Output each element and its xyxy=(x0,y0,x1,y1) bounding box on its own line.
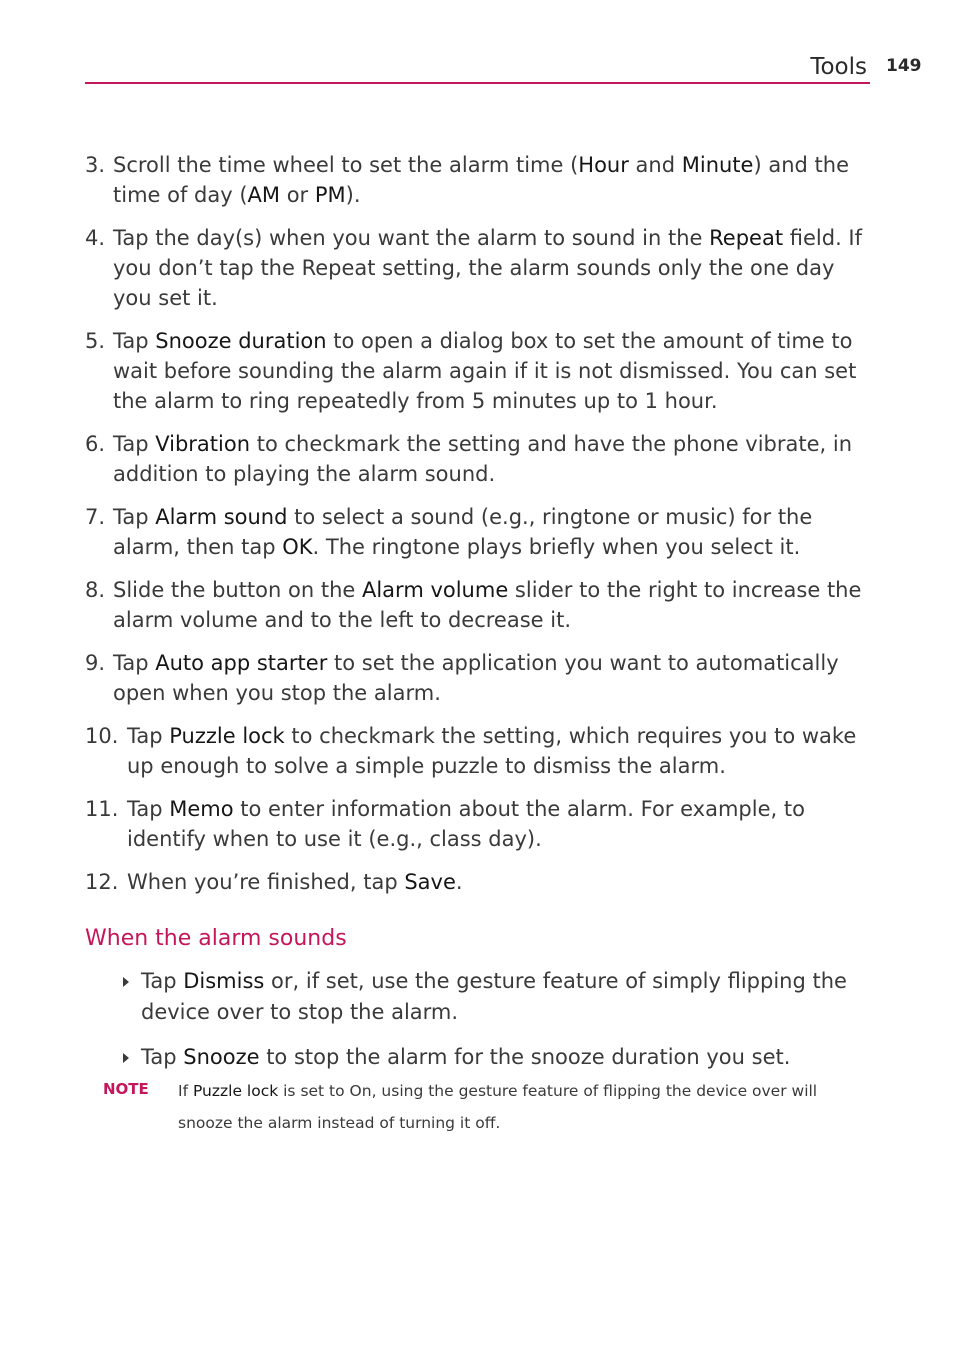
step-item xyxy=(85,648,875,708)
step-item xyxy=(85,575,875,635)
ui-term: Auto app starter xyxy=(155,651,328,675)
ui-term: Snooze duration xyxy=(155,329,327,353)
step-text: Tap Snooze duration to open a dialog box to set the amount of time to wait before sounding the alarm again if it is not dismissed. You can set the alarm to ring repeatedly from 5 minutes up to 1 hour. xyxy=(113,329,857,413)
ui-term: Alarm sound xyxy=(155,505,288,529)
bullet-item xyxy=(120,966,880,1028)
step-text: Tap Auto app starter to set the application you want to automatically open when you stop the alarm. xyxy=(113,651,839,705)
step-text: Tap Puzzle lock to checkmark the setting, which requires you to wake up enough to solve a simple puzzle to dismiss the alarm. xyxy=(127,724,857,778)
step-text: Tap Alarm sound to select a sound (e.g., ringtone or music) for the alarm, then tap OK. The ringtone plays briefly when you select it. xyxy=(113,505,813,559)
ui-term: Minute xyxy=(681,153,754,177)
step-number: 12. xyxy=(85,870,119,894)
step-number: 7. xyxy=(85,505,106,529)
page-header xyxy=(85,52,870,84)
step-item xyxy=(85,721,875,781)
ui-term: Save xyxy=(404,870,456,894)
step-item xyxy=(85,223,875,313)
page-number: 149 xyxy=(886,56,922,76)
step-number: 5. xyxy=(85,329,106,353)
step-number: 6. xyxy=(85,432,106,456)
step-item xyxy=(85,794,875,854)
bullet-text: Tap Dismiss or, if set, use the gesture feature of simply flipping the device over to stop the alarm. xyxy=(141,969,847,1024)
step-number: 9. xyxy=(85,651,106,675)
ui-term: Vibration xyxy=(155,432,251,456)
step-item xyxy=(85,326,875,416)
step-number: 8. xyxy=(85,578,106,602)
ui-term: PM xyxy=(314,183,346,207)
triangle-bullet-icon xyxy=(123,977,129,987)
ui-term: Puzzle lock xyxy=(192,1082,279,1100)
step-text: Scroll the time wheel to set the alarm time (Hour and Minute) and the time of day (AM or PM). xyxy=(113,153,849,207)
note-text: If Puzzle lock is set to On, using the gesture feature of flipping the device over will snooze the alarm instead of turning it off. xyxy=(178,1082,818,1132)
ui-term: Snooze xyxy=(183,1045,260,1069)
section-title-tools: Tools xyxy=(810,54,867,80)
ui-term: Alarm volume xyxy=(361,578,509,602)
step-number: 4. xyxy=(85,226,106,250)
ui-term: Repeat xyxy=(709,226,784,250)
step-text: Slide the button on the Alarm volume slider to the right to increase the alarm volume and to the left to decrease it. xyxy=(113,578,862,632)
step-item xyxy=(85,429,875,489)
steps-list xyxy=(85,150,875,910)
ui-term: Hour xyxy=(578,153,629,177)
step-number: 3. xyxy=(85,153,106,177)
step-number: 10. xyxy=(85,724,119,748)
bullet-text: Tap Snooze to stop the alarm for the snooze duration you set. xyxy=(141,1045,791,1069)
ui-term: Puzzle lock xyxy=(169,724,285,748)
step-text: When you’re finished, tap Save. xyxy=(127,870,463,894)
bullet-item xyxy=(120,1042,880,1073)
step-item xyxy=(85,867,875,897)
ui-term: Memo xyxy=(169,797,234,821)
bullet-list xyxy=(120,966,880,1087)
step-text: Tap the day(s) when you want the alarm to sound in the Repeat field. If you don’t tap the Repeat setting, the alarm sounds only the one day you set it. xyxy=(113,226,863,310)
step-text: Tap Vibration to checkmark the setting and have the phone vibrate, in addition to playing the alarm sound. xyxy=(113,432,853,486)
section-heading: When the alarm sounds xyxy=(85,926,347,951)
step-text: Tap Memo to enter information about the alarm. For example, to identify when to use it (e.g., class day). xyxy=(127,797,805,851)
ui-term: Dismiss xyxy=(183,969,265,993)
triangle-bullet-icon xyxy=(123,1053,129,1063)
step-number: 11. xyxy=(85,797,119,821)
step-item xyxy=(85,150,875,210)
ui-term: OK xyxy=(282,535,313,559)
note-label: NOTE xyxy=(103,1080,149,1098)
ui-term: AM xyxy=(247,183,281,207)
step-item xyxy=(85,502,875,562)
